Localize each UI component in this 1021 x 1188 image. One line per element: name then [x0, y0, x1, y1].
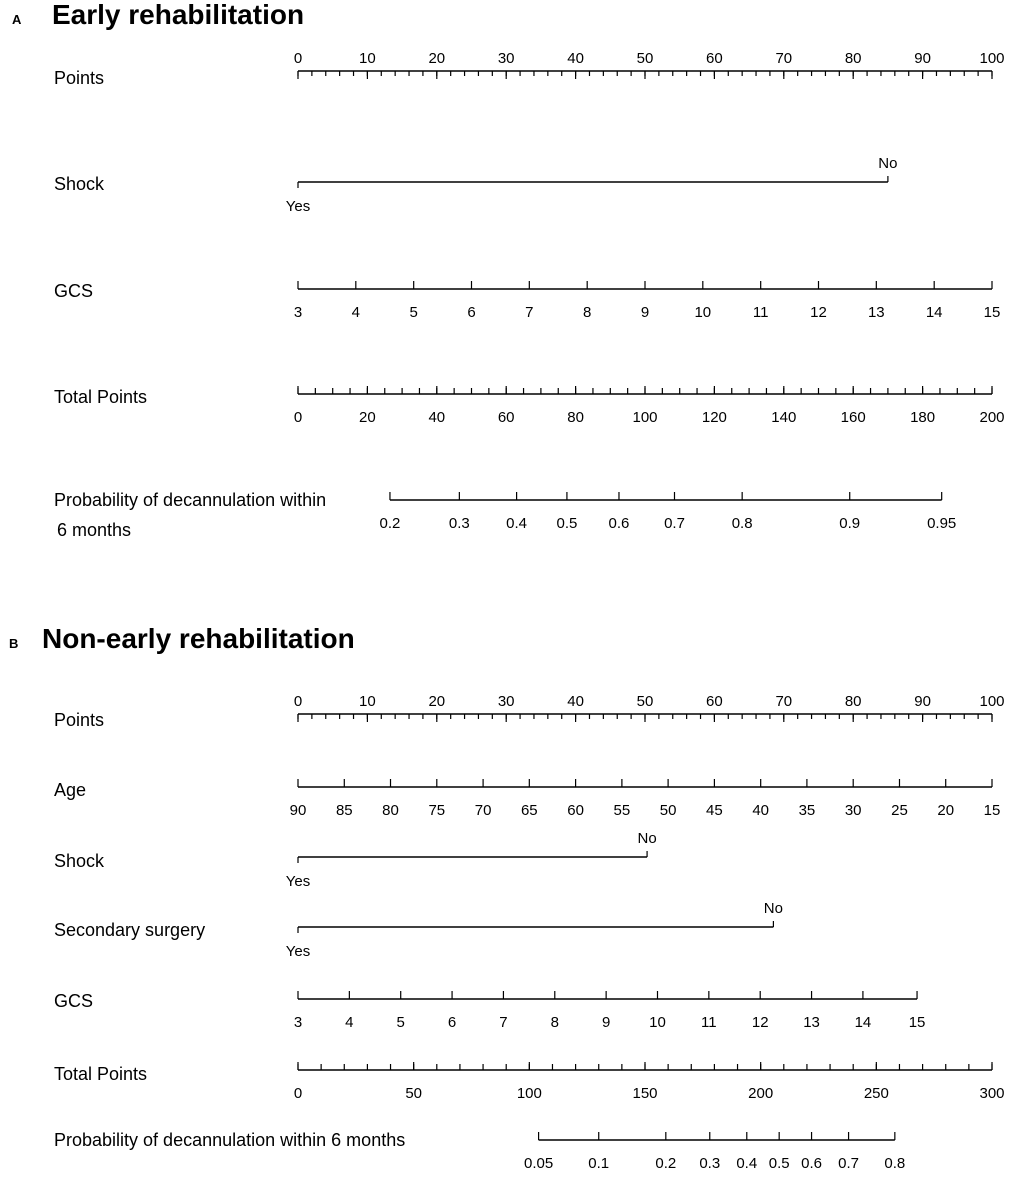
tick-label: 180 [910, 409, 936, 426]
tick-label: 140 [771, 409, 797, 426]
tick-label: 75 [428, 802, 446, 819]
tick-label: 13 [803, 1014, 820, 1031]
panel-a [12, 0, 1005, 540]
tick-label: 20 [428, 693, 446, 710]
tick-label: 10 [649, 1014, 666, 1031]
tick-label: 4 [345, 1014, 354, 1031]
category-label: Yes [285, 198, 311, 215]
nomogram-row [54, 830, 657, 890]
nomogram-row [54, 1130, 905, 1172]
tick-label: 100 [516, 1085, 542, 1102]
tick-label: 10 [359, 693, 376, 710]
tick-label: 14 [854, 1014, 872, 1031]
tick-label: 10 [359, 50, 376, 67]
tick-label: 20 [428, 50, 446, 67]
tick-label: 0.1 [588, 1155, 610, 1172]
tick-label: 0.3 [448, 515, 470, 532]
tick-label: 7 [499, 1014, 508, 1031]
tick-label: 0 [293, 409, 303, 426]
tick-label: 5 [409, 304, 418, 321]
row-label: 6 months [57, 520, 132, 540]
tick-label: 60 [497, 409, 515, 426]
row-label: Points [54, 68, 105, 88]
nomogram-row [54, 490, 956, 540]
tick-label: 13 [867, 304, 885, 321]
tick-label: 11 [752, 304, 769, 321]
tick-label: 40 [567, 693, 584, 710]
tick-label: 0 [293, 50, 303, 67]
tick-label: 100 [979, 693, 1005, 710]
tick-label: 100 [979, 50, 1005, 67]
row-label: Total Points [54, 1064, 148, 1084]
row-label: Probability of decannulation within 6 months [54, 1130, 406, 1150]
tick-label: 50 [659, 802, 677, 819]
nomogram-row [54, 991, 925, 1031]
nomogram-row [54, 779, 1000, 819]
tick-label: 80 [844, 50, 862, 67]
tick-label: 20 [937, 802, 955, 819]
tick-label: 50 [636, 693, 654, 710]
tick-label: 0.2 [379, 515, 401, 532]
nomogram-row [54, 693, 1005, 730]
tick-label: 60 [706, 50, 723, 67]
tick-label: 70 [775, 693, 793, 710]
tick-label: 80 [567, 409, 584, 426]
tick-label: 4 [351, 304, 360, 321]
tick-label: 45 [706, 802, 723, 819]
tick-label: 0.6 [801, 1155, 822, 1172]
tick-label: 8 [550, 1014, 559, 1031]
tick-label: 12 [751, 1014, 769, 1031]
tick-label: 15 [983, 304, 1001, 321]
row-label: Age [54, 780, 87, 800]
tick-label: 150 [632, 1085, 658, 1102]
tick-label: 90 [914, 693, 931, 710]
tick-label: 40 [752, 802, 770, 819]
tick-label: 30 [497, 50, 515, 67]
tick-label: 30 [497, 693, 515, 710]
tick-label: 0.5 [768, 1155, 790, 1172]
tick-label: 90 [914, 50, 931, 67]
tick-label: 60 [706, 693, 723, 710]
tick-label: 11 [701, 1014, 717, 1031]
tick-label: 120 [701, 409, 727, 426]
nomogram-row [54, 50, 1005, 88]
tick-label: 14 [925, 304, 943, 321]
tick-label: 0.9 [839, 515, 861, 532]
tick-label: 0.3 [699, 1155, 721, 1172]
nomogram-row [54, 281, 1000, 321]
tick-label: 250 [863, 1085, 889, 1102]
tick-label: 0.7 [838, 1155, 860, 1172]
tick-label: 300 [979, 1085, 1005, 1102]
row-label: GCS [54, 281, 94, 301]
category-label: No [878, 155, 898, 172]
tick-label: 40 [428, 409, 446, 426]
tick-label: 55 [613, 802, 631, 819]
tick-label: 0.8 [731, 515, 753, 532]
row-label: GCS [54, 991, 94, 1011]
tick-label: 50 [636, 50, 654, 67]
nomogram-row [54, 900, 783, 960]
tick-label: 0.4 [736, 1155, 758, 1172]
tick-label: 7 [525, 304, 534, 321]
tick-label: 85 [335, 802, 353, 819]
row-label: Secondary surgery [54, 920, 206, 940]
tick-label: 35 [798, 802, 816, 819]
tick-label: 12 [810, 304, 827, 321]
tick-label: 70 [775, 50, 793, 67]
tick-label: 9 [601, 1014, 611, 1031]
tick-label: 160 [840, 409, 866, 426]
tick-label: 0.4 [506, 515, 528, 532]
tick-label: 200 [979, 409, 1005, 426]
tick-label: 0.6 [608, 515, 630, 532]
tick-label: 10 [694, 304, 712, 321]
tick-label: 6 [447, 1014, 457, 1031]
tick-label: 60 [567, 802, 584, 819]
tick-label: 100 [632, 409, 658, 426]
tick-label: 3 [293, 304, 303, 321]
panel-b [9, 623, 1005, 1172]
panel-title: Non-early rehabilitation [42, 623, 355, 654]
tick-label: 3 [293, 1014, 303, 1031]
tick-label: 0.8 [884, 1155, 906, 1172]
tick-label: 25 [891, 802, 908, 819]
row-label: Shock [54, 851, 105, 871]
tick-label: 0 [293, 1085, 303, 1102]
tick-label: 0.05 [523, 1155, 554, 1172]
tick-label: 80 [382, 802, 399, 819]
row-label: Probability of decannulation within [54, 490, 327, 510]
nomogram-row [54, 1062, 1005, 1102]
tick-label: 9 [640, 304, 650, 321]
tick-label: 20 [359, 409, 376, 426]
row-label: Shock [54, 174, 105, 194]
tick-label: 30 [844, 802, 862, 819]
tick-label: 0.95 [927, 515, 957, 532]
tick-label: 8 [583, 304, 592, 321]
tick-label: 65 [520, 802, 538, 819]
tick-label: 6 [467, 304, 476, 321]
category-label: Yes [285, 873, 311, 890]
nomogram-row [54, 386, 1005, 426]
tick-label: 70 [474, 802, 492, 819]
panel-letter: B [9, 636, 19, 651]
category-label: No [763, 900, 783, 917]
category-label: No [637, 830, 657, 847]
row-label: Total Points [54, 387, 148, 407]
tick-label: 80 [844, 693, 862, 710]
tick-label: 200 [748, 1085, 774, 1102]
tick-label: 0.7 [664, 515, 685, 532]
tick-label: 15 [908, 1014, 926, 1031]
tick-label: 15 [983, 802, 1001, 819]
tick-label: 5 [396, 1014, 405, 1031]
panel-title: Early rehabilitation [52, 0, 305, 30]
category-label: Yes [285, 943, 311, 960]
tick-label: 0.5 [556, 515, 578, 532]
tick-label: 90 [289, 802, 307, 819]
nomogram-row [54, 155, 897, 215]
panel-letter: A [12, 12, 22, 27]
tick-label: 40 [567, 50, 584, 67]
row-label: Points [54, 710, 105, 730]
tick-label: 50 [405, 1085, 423, 1102]
tick-label: 0 [293, 693, 303, 710]
tick-label: 0.2 [655, 1155, 677, 1172]
